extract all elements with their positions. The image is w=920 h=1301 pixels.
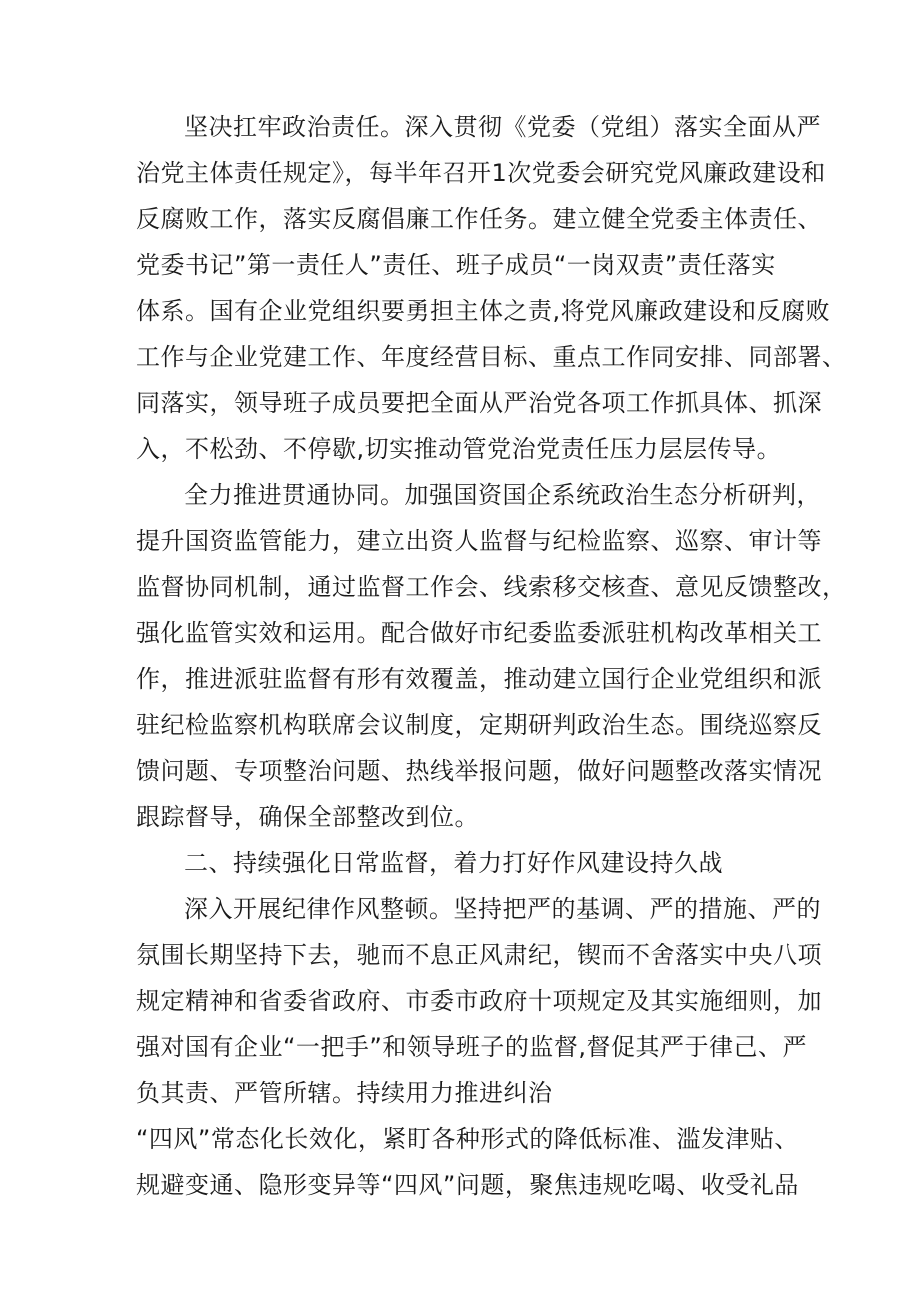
text-line: 规避变通、隐形变异等“四风”问题，聚焦违规吃喝、收受礼品 xyxy=(136,1171,799,1199)
text-line: 入，不松劲、不停歇,切实推动管党治党责任压力层层传导。 xyxy=(136,435,782,463)
text-line: 规定精神和省委省政府、市委市政府十项规定及其实施细则，加 xyxy=(136,987,822,1015)
text-line: “四风”常态化长效化，紧盯各种形式的降低标准、滥发津贴、 xyxy=(136,1125,799,1153)
document-body xyxy=(136,104,847,1208)
text-line: 跟踪督导，确保全部整改到位。 xyxy=(136,803,479,831)
text-line: 体系。国有企业党组织要勇担主体之责,将党风廉政建设和反腐败 xyxy=(136,297,831,325)
text-line: 全力推进贯通协同。加强国资国企系统政治生态分析研判， xyxy=(184,481,821,509)
paragraph-political-responsibility xyxy=(136,104,847,472)
section-heading-2 xyxy=(136,840,786,886)
text-line: 负其责、严管所辖。持续用力推进纠治 xyxy=(136,1079,553,1107)
text-line: 氛围长期坚持下去，驰而不息正风肃纪，锲而不舍落实中央八项 xyxy=(136,941,822,969)
text-line: 党委书记”第一责任人”责任、班子成员“一岗双责”责任落实 xyxy=(136,251,776,279)
text-line: 同落实，领导班子成员要把全面从严治党各项工作抓具体、抓深 xyxy=(136,389,822,417)
paragraph-coordination xyxy=(136,472,847,840)
text-line: 监督协同机制，通过监督工作会、线索移交核查、意见反馈整改， xyxy=(136,573,847,601)
text-line: 治党主体责任规定》，每半年召开1次党委会研究党风廉政建设和 xyxy=(136,159,826,187)
paragraph-four-winds xyxy=(136,1116,799,1208)
text-line: 作，推进派驻监督有形有效覆盖，推动建立国行企业党组织和派 xyxy=(136,665,822,693)
text-line: 强化监管实效和运用。配合做好市纪委监委派驻机构改革相关工 xyxy=(136,619,822,647)
text-line: 工作与企业党建工作、年度经营目标、重点工作同安排、同部署、 xyxy=(136,343,847,371)
section-heading: 二、持续强化日常监督，着力打好作风建设持久战 xyxy=(184,849,723,877)
text-line: 反腐败工作，落实反腐倡廉工作任务。建立健全党委主体责任、 xyxy=(136,205,822,233)
text-line: 深入开展纪律作风整顿。坚持把严的基调、严的措施、严的 xyxy=(184,895,821,923)
text-line: 驻纪检监察机构联席会议制度，定期研判政治生态。围绕巡察反 xyxy=(136,711,822,739)
paragraph-discipline xyxy=(136,886,822,1116)
text-line: 坚决扛牢政治责任。深入贯彻《党委（党组）落实全面从严 xyxy=(184,113,821,141)
text-line: 强对国有企业“一把手”和领导班子的监督,督促其严于律己、严 xyxy=(136,1033,807,1061)
text-line: 提升国资监管能力，建立出资人监督与纪检监察、巡察、审计等 xyxy=(136,527,822,555)
text-line: 馈问题、专项整治问题、热线举报问题，做好问题整改落实情况 xyxy=(136,757,822,785)
